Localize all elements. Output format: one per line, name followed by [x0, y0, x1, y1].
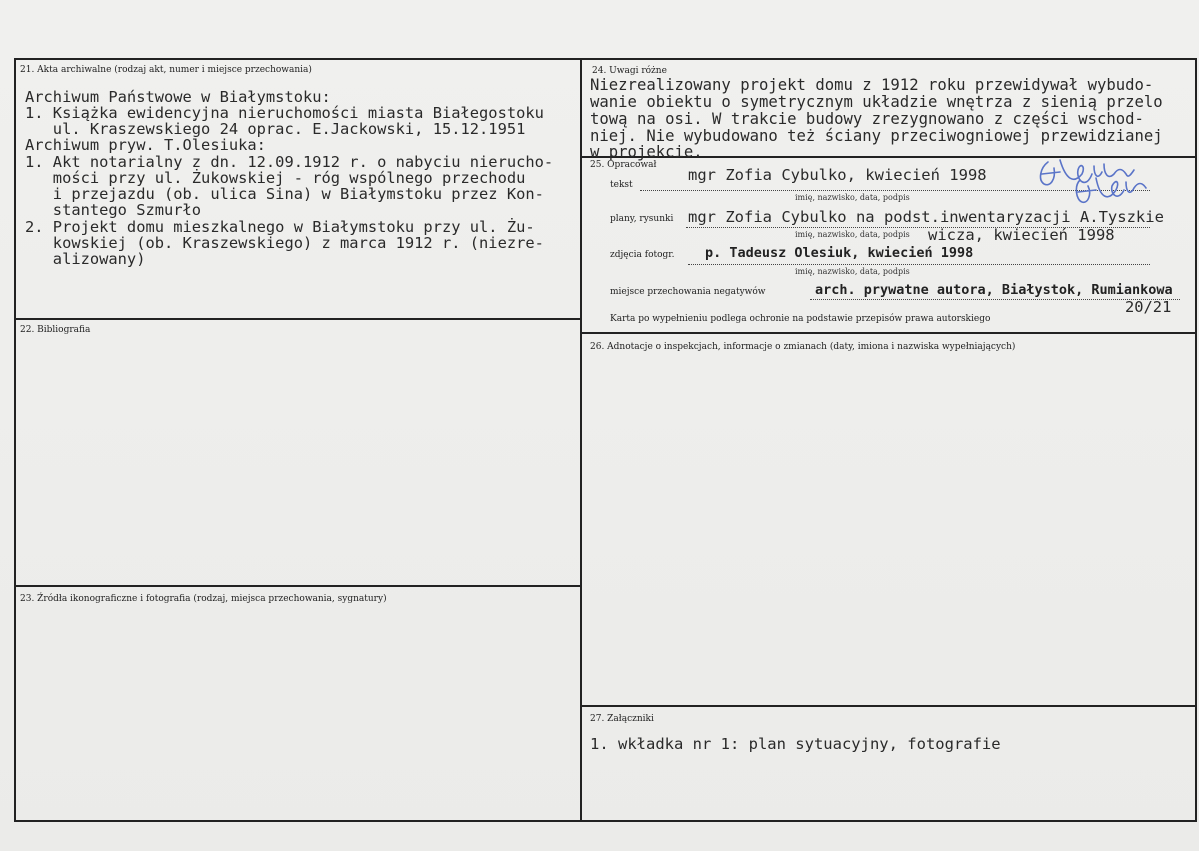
zdjecia-value: p. Tadeusz Olesiuk, kwiecień 1998	[705, 245, 974, 261]
text-line: wanie obiektu o symetrycznym układzie wnętrza z sienią przelo	[590, 93, 1163, 111]
miejsce-value-continued: 20/21	[1125, 298, 1172, 316]
section-25-label: 25. Opracował	[590, 160, 657, 170]
zdjecia-caption: imię, nazwisko, data, podpis	[795, 267, 910, 276]
text-line: niej. Nie wybudowano też ściany przeciwogniowej przewidzianej	[590, 127, 1163, 145]
section-22-label: 22. Bibliografia	[20, 325, 91, 335]
tekst-caption: imię, nazwisko, data, podpis	[795, 193, 910, 202]
section-24-label: 24. Uwagi różne	[592, 66, 667, 76]
right-border	[1195, 58, 1197, 822]
miejsce-value: arch. prywatne autora, Białystok, Rumiankowa	[815, 282, 1173, 298]
text-line: mości przy ul. Żukowskiej - róg wspólnego przechodu	[25, 169, 526, 187]
divider-21-22	[14, 318, 582, 320]
plany-value: mgr Zofia Cybulko na podst.inwentaryzacji A.Tyszkie	[688, 208, 1164, 226]
tekst-value: mgr Zofia Cybulko, kwiecień 1998	[688, 166, 987, 184]
plany-caption: imię, nazwisko, data, podpis	[795, 230, 910, 239]
karta-note: Karta po wypełnieniu podlega ochronie na podstawie przepisów prawa autorskiego	[610, 314, 991, 324]
divider-22-23	[14, 585, 582, 587]
signature	[1030, 150, 1150, 215]
section-21-label: 21. Akta archiwalne (rodzaj akt, numer i miejsce przechowania)	[20, 65, 312, 75]
plany-label: plany, rysunki	[610, 214, 674, 224]
text-line: Niezrealizowany projekt domu z 1912 roku przewidywał wybudo-	[590, 76, 1154, 94]
text-line: tową na osi. W trakcie budowy zrezygnowano z części wschod-	[590, 110, 1144, 128]
text-line: i przejazdu (ob. ulica Sina) w Białymstoku przez Kon-	[25, 185, 544, 203]
text-line: Archiwum pryw. T.Olesiuka:	[25, 136, 266, 154]
text-line: alizowany)	[25, 250, 146, 268]
miejsce-label: miejsce przechowania negatywów	[610, 287, 766, 297]
text-line: 1. Książka ewidencyjna nieruchomości miasta Białegostoku	[25, 104, 544, 122]
text-line: kowskiej (ob. Kraszewskiego) z marca 1912 r. (niezre-	[25, 234, 544, 252]
section-27-label: 27. Załączniki	[590, 714, 654, 724]
text-line: Archiwum Państwowe w Białymstoku:	[25, 88, 331, 106]
top-border	[14, 58, 1197, 60]
text-line: 2. Projekt domu mieszkalnego w Białymstoku przy ul. Żu-	[25, 218, 535, 236]
section-26-label: 26. Adnotacje o inspekcjach, informacje o zmianach (daty, imiona i nazwiska wypełniających)	[590, 342, 1016, 352]
plany-value-continued: wicza, kwiecień 1998	[928, 226, 1115, 244]
text-line: 1. Akt notarialny z dn. 12.09.1912 r. o nabyciu nierucho-	[25, 153, 554, 171]
bottom-border	[14, 820, 1197, 822]
zdjecia-label: zdjęcia fotogr.	[610, 250, 675, 260]
zdjecia-dotline	[688, 264, 1150, 265]
text-line: ul. Kraszewskiego 24 oprac. E.Jackowski, 15.12.1951	[25, 120, 526, 138]
tekst-label: tekst	[610, 180, 633, 190]
text-line: stantego Szmurło	[25, 201, 202, 219]
left-border	[14, 58, 16, 822]
divider-25-26	[582, 332, 1195, 334]
section-23-label: 23. Źródła ikonograficzne i fotografia (rodzaj, miejsca przechowania, sygnatury)	[20, 594, 387, 604]
text-line: w projekcie.	[590, 143, 703, 161]
attachment-line: 1. wkładka nr 1: plan sytuacyjny, fotografie	[590, 735, 1001, 753]
divider-26-27	[582, 705, 1195, 707]
